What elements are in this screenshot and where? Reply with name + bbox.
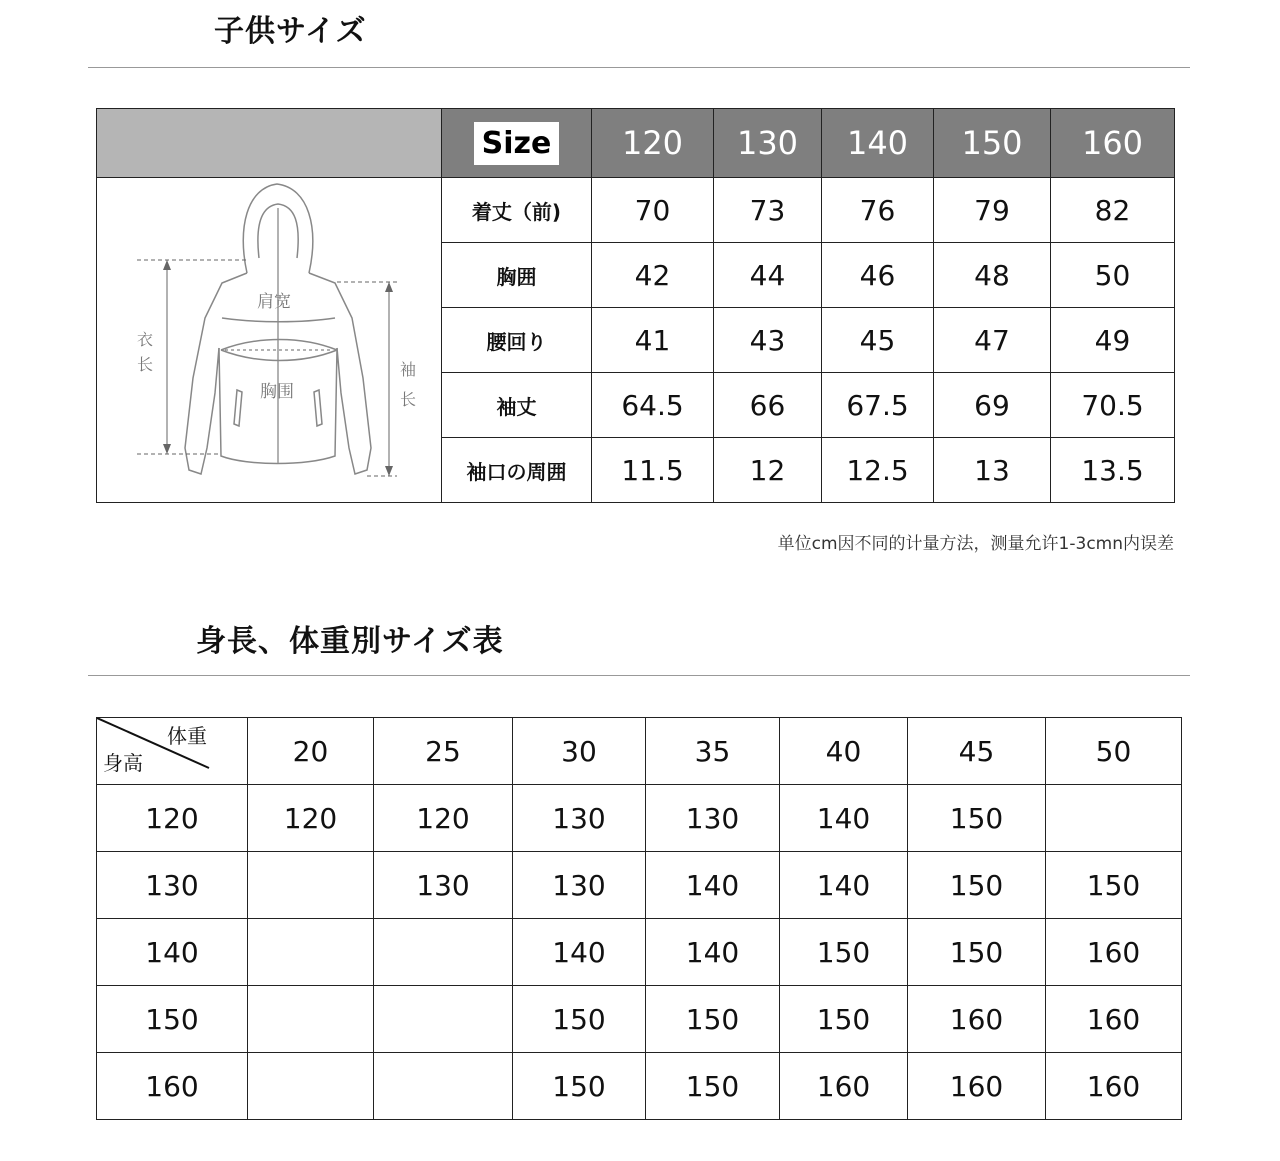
size-value: 69: [934, 373, 1051, 438]
size-label-cell: [442, 109, 592, 178]
size-value: 12: [714, 438, 822, 503]
row-label: 着丈（前): [442, 178, 592, 243]
illus-label-chest: 胸围: [260, 382, 294, 402]
size-value: 70.5: [1051, 373, 1175, 438]
weight-header: 30: [513, 718, 646, 785]
corner-cell: [97, 718, 248, 785]
size-value: 73: [714, 178, 822, 243]
illus-label-sleeve-2: 长: [400, 390, 417, 409]
recommended-size: 140: [513, 919, 646, 986]
jacket-illustration-cell: [97, 178, 442, 503]
recommended-size: 150: [908, 785, 1046, 852]
height-label: 150: [97, 986, 248, 1053]
recommended-size: 160: [908, 986, 1046, 1053]
row-label: 袖口の周囲: [442, 438, 592, 503]
recommended-size: 140: [646, 852, 780, 919]
size-value: 49: [1051, 308, 1175, 373]
weight-header: 50: [1046, 718, 1182, 785]
illus-label-length-2: 长: [137, 355, 154, 374]
weight-row: [97, 852, 1182, 919]
size-value: 64.5: [592, 373, 714, 438]
size-header: 140: [822, 109, 934, 178]
size-header: 160: [1051, 109, 1175, 178]
corner-label-weight: 体重: [167, 724, 207, 748]
weight-header: 40: [780, 718, 908, 785]
recommended-size: 150: [908, 852, 1046, 919]
recommended-size: 130: [513, 785, 646, 852]
recommended-size: 120: [374, 785, 513, 852]
size-value: 76: [822, 178, 934, 243]
weight-header-row: [97, 718, 1182, 785]
recommended-size: [374, 1053, 513, 1120]
recommended-size: 150: [780, 986, 908, 1053]
recommended-size: 140: [646, 919, 780, 986]
illus-label-length-1: 衣: [137, 330, 154, 349]
size-value: 42: [592, 243, 714, 308]
corner-label-height: 身高: [103, 751, 143, 775]
recommended-size: 150: [513, 986, 646, 1053]
size-row: [97, 178, 1175, 243]
divider: [88, 675, 1190, 676]
recommended-size: [248, 986, 374, 1053]
size-label: Size: [474, 122, 560, 165]
size-value: 43: [714, 308, 822, 373]
recommended-size: [374, 986, 513, 1053]
size-value: 13: [934, 438, 1051, 503]
recommended-size: [248, 919, 374, 986]
weight-row: [97, 1053, 1182, 1120]
recommended-size: 150: [646, 1053, 780, 1120]
recommended-size: 130: [374, 852, 513, 919]
weight-row: [97, 986, 1182, 1053]
recommended-size: [248, 852, 374, 919]
weight-row: [97, 919, 1182, 986]
weight-header: 20: [248, 718, 374, 785]
height-label: 120: [97, 785, 248, 852]
recommended-size: 160: [1046, 986, 1182, 1053]
recommended-size: 160: [908, 1053, 1046, 1120]
size-header: 150: [934, 109, 1051, 178]
measurement-note: 单位cm因不同的计量方法，测量允许1-3cmn内误差: [777, 534, 1174, 554]
recommended-size: 140: [780, 785, 908, 852]
size-header-row: [97, 109, 1175, 178]
recommended-size: 160: [1046, 919, 1182, 986]
recommended-size: 150: [908, 919, 1046, 986]
recommended-size: 160: [1046, 1053, 1182, 1120]
size-value: 12.5: [822, 438, 934, 503]
size-value: 50: [1051, 243, 1175, 308]
recommended-size: [1046, 785, 1182, 852]
divider: [88, 67, 1190, 68]
size-header: 120: [592, 109, 714, 178]
recommended-size: 130: [646, 785, 780, 852]
recommended-size: 150: [646, 986, 780, 1053]
height-label: 140: [97, 919, 248, 986]
row-label: 胸囲: [442, 243, 592, 308]
header-blank-cell: [97, 109, 442, 178]
weight-row: [97, 785, 1182, 852]
weight-header: 25: [374, 718, 513, 785]
size-value: 11.5: [592, 438, 714, 503]
size-value: 44: [714, 243, 822, 308]
recommended-size: 140: [780, 852, 908, 919]
recommended-size: 150: [513, 1053, 646, 1120]
recommended-size: 150: [780, 919, 908, 986]
size-value: 41: [592, 308, 714, 373]
size-value: 45: [822, 308, 934, 373]
size-value: 66: [714, 373, 822, 438]
illus-label-sleeve-1: 袖: [400, 360, 417, 379]
section-title-kids-size: 子供サイズ: [214, 14, 367, 49]
weight-header: 35: [646, 718, 780, 785]
size-value: 48: [934, 243, 1051, 308]
recommended-size: [374, 919, 513, 986]
row-label: 袖丈: [442, 373, 592, 438]
recommended-size: 130: [513, 852, 646, 919]
row-label: 腰回り: [442, 308, 592, 373]
section-title-height-weight: 身長、体重別サイズ表: [196, 624, 504, 659]
recommended-size: 150: [1046, 852, 1182, 919]
recommended-size: 160: [780, 1053, 908, 1120]
height-label: 130: [97, 852, 248, 919]
height-label: 160: [97, 1053, 248, 1120]
size-value: 47: [934, 308, 1051, 373]
size-header: 130: [714, 109, 822, 178]
recommended-size: 120: [248, 785, 374, 852]
height-weight-table: [96, 717, 1182, 1120]
size-table: [96, 108, 1175, 503]
illus-label-shoulder: 肩宽: [257, 292, 291, 312]
recommended-size: [248, 1053, 374, 1120]
size-value: 79: [934, 178, 1051, 243]
weight-header: 45: [908, 718, 1046, 785]
size-value: 70: [592, 178, 714, 243]
size-value: 82: [1051, 178, 1175, 243]
size-value: 13.5: [1051, 438, 1175, 503]
size-value: 46: [822, 243, 934, 308]
size-value: 67.5: [822, 373, 934, 438]
